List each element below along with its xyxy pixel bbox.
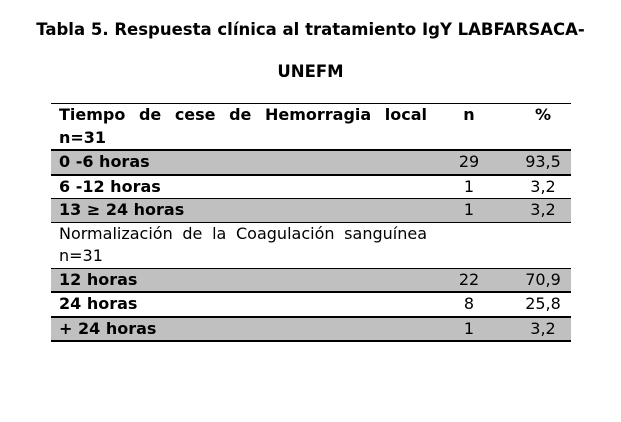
table-header-row <box>51 104 571 151</box>
section-label-cell: Normalización de la Coagulación sanguínea n=31 <box>51 222 435 268</box>
row-label-cell: 0 -6 horas <box>51 150 435 175</box>
table-row <box>51 292 571 317</box>
clinical-response-table <box>51 103 571 342</box>
table-row <box>51 268 571 292</box>
row-label-cell: 12 horas <box>51 268 435 292</box>
row-pct-cell: 93,5 <box>503 150 571 175</box>
row-label-cell: 13 ≥ 24 horas <box>51 199 435 223</box>
row-label-cell: 6 -12 horas <box>51 175 435 199</box>
row-n-cell: 1 <box>435 175 503 199</box>
row-pct-cell: 3,2 <box>503 175 571 199</box>
table-caption-line-2: UNEFM <box>277 62 344 81</box>
table-section-row <box>51 222 571 268</box>
row-label-cell: 24 horas <box>51 292 435 317</box>
row-n-cell: 1 <box>435 199 503 223</box>
row-n-cell: 8 <box>435 292 503 317</box>
row-n-cell <box>435 222 503 268</box>
row-n-cell: 29 <box>435 150 503 175</box>
row-pct-cell: 3,2 <box>503 199 571 223</box>
row-n-cell: 22 <box>435 268 503 292</box>
row-n-cell: 1 <box>435 317 503 342</box>
header-n-cell: n <box>435 104 503 151</box>
table-row <box>51 150 571 175</box>
row-pct-cell: 70,9 <box>503 268 571 292</box>
table-caption-line-1: Tabla 5. Respuesta clínica al tratamiento IgY LABFARSACA- <box>36 20 585 39</box>
header-pct-cell: % <box>503 104 571 151</box>
row-pct-cell: 25,8 <box>503 292 571 317</box>
header-label-cell: Tiempo de cese de Hemorragia local n=31 <box>51 104 435 151</box>
row-pct-cell <box>503 222 571 268</box>
row-pct-cell: 3,2 <box>503 317 571 342</box>
table-row <box>51 175 571 199</box>
table-row <box>51 199 571 223</box>
table-row <box>51 317 571 342</box>
row-label-cell: + 24 horas <box>51 317 435 342</box>
